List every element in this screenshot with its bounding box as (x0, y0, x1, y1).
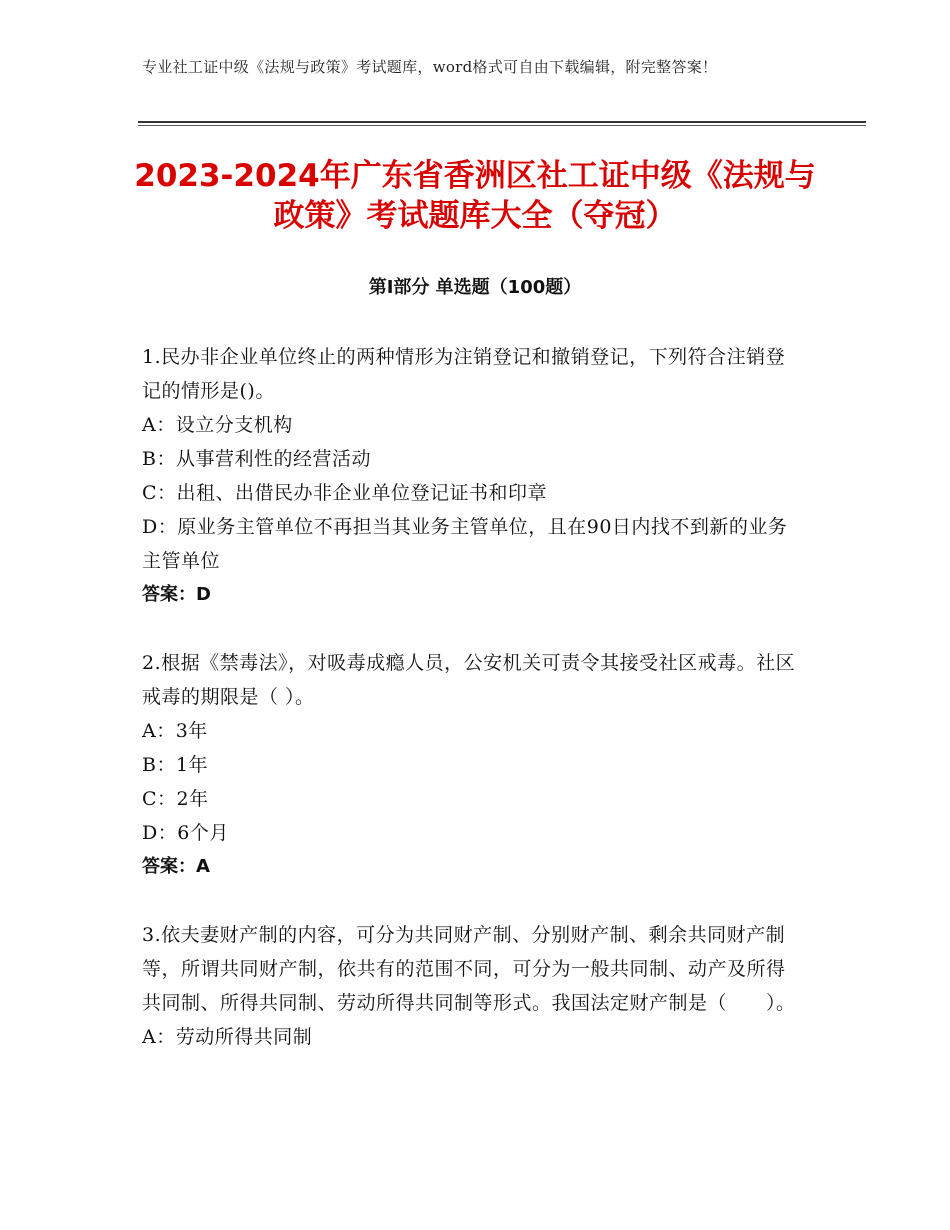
option-d: D：原业务主管单位不再担当其业务主管单位，且在90日内找不到新的业务主管单位 (142, 516, 788, 572)
answer-line: 答案：D (142, 584, 211, 605)
header-note: 专业社工证中级《法规与政策》考试题库，word格式可自由下载编辑，附完整答案！ (142, 58, 718, 76)
option-b: B：1年 (142, 754, 209, 776)
option-a: A：3年 (142, 720, 208, 742)
header-rule-thick (138, 121, 866, 123)
option-d: D：6个月 (142, 822, 229, 844)
option-c: C：2年 (142, 788, 209, 810)
question-3 (142, 918, 802, 1054)
option-b: B：从事营利性的经营活动 (142, 448, 371, 470)
question-stem: 2.根据《禁毒法》，对吸毒成瘾人员，公安机关可责令其接受社区戒毒。社区戒毒的期限是（ ）。 (142, 652, 796, 708)
question-stem: 3.依夫妻财产制的内容，可分为共同财产制、分别财产制、剩余共同财产制等，所谓共同财产制，依共有的范围不同，可分为一般共同制、动产及所得共同制、所得共同制、劳动所得共同制等形式。我国法定财产制是（ ）。 (142, 924, 796, 1014)
header-rule-thin (138, 125, 866, 126)
option-c: C：出租、出借民办非企业单位登记证书和印章 (142, 482, 548, 504)
question-stem: 1.民办非企业单位终止的两种情形为注销登记和撤销登记，下列符合注销登记的情形是()。 (142, 346, 786, 402)
option-a: A：设立分支机构 (142, 414, 293, 436)
option-a: A：劳动所得共同制 (142, 1026, 313, 1048)
question-list (142, 340, 802, 1088)
document-title: 2023-2024年广东省香洲区社工证中级《法规与政策》考试题库大全（夺冠） (134, 158, 816, 234)
question-2 (142, 646, 802, 884)
section-title: 第Ⅰ部分 单选题（100题） (368, 277, 582, 298)
question-1 (142, 340, 802, 612)
answer-line: 答案：A (142, 856, 210, 877)
